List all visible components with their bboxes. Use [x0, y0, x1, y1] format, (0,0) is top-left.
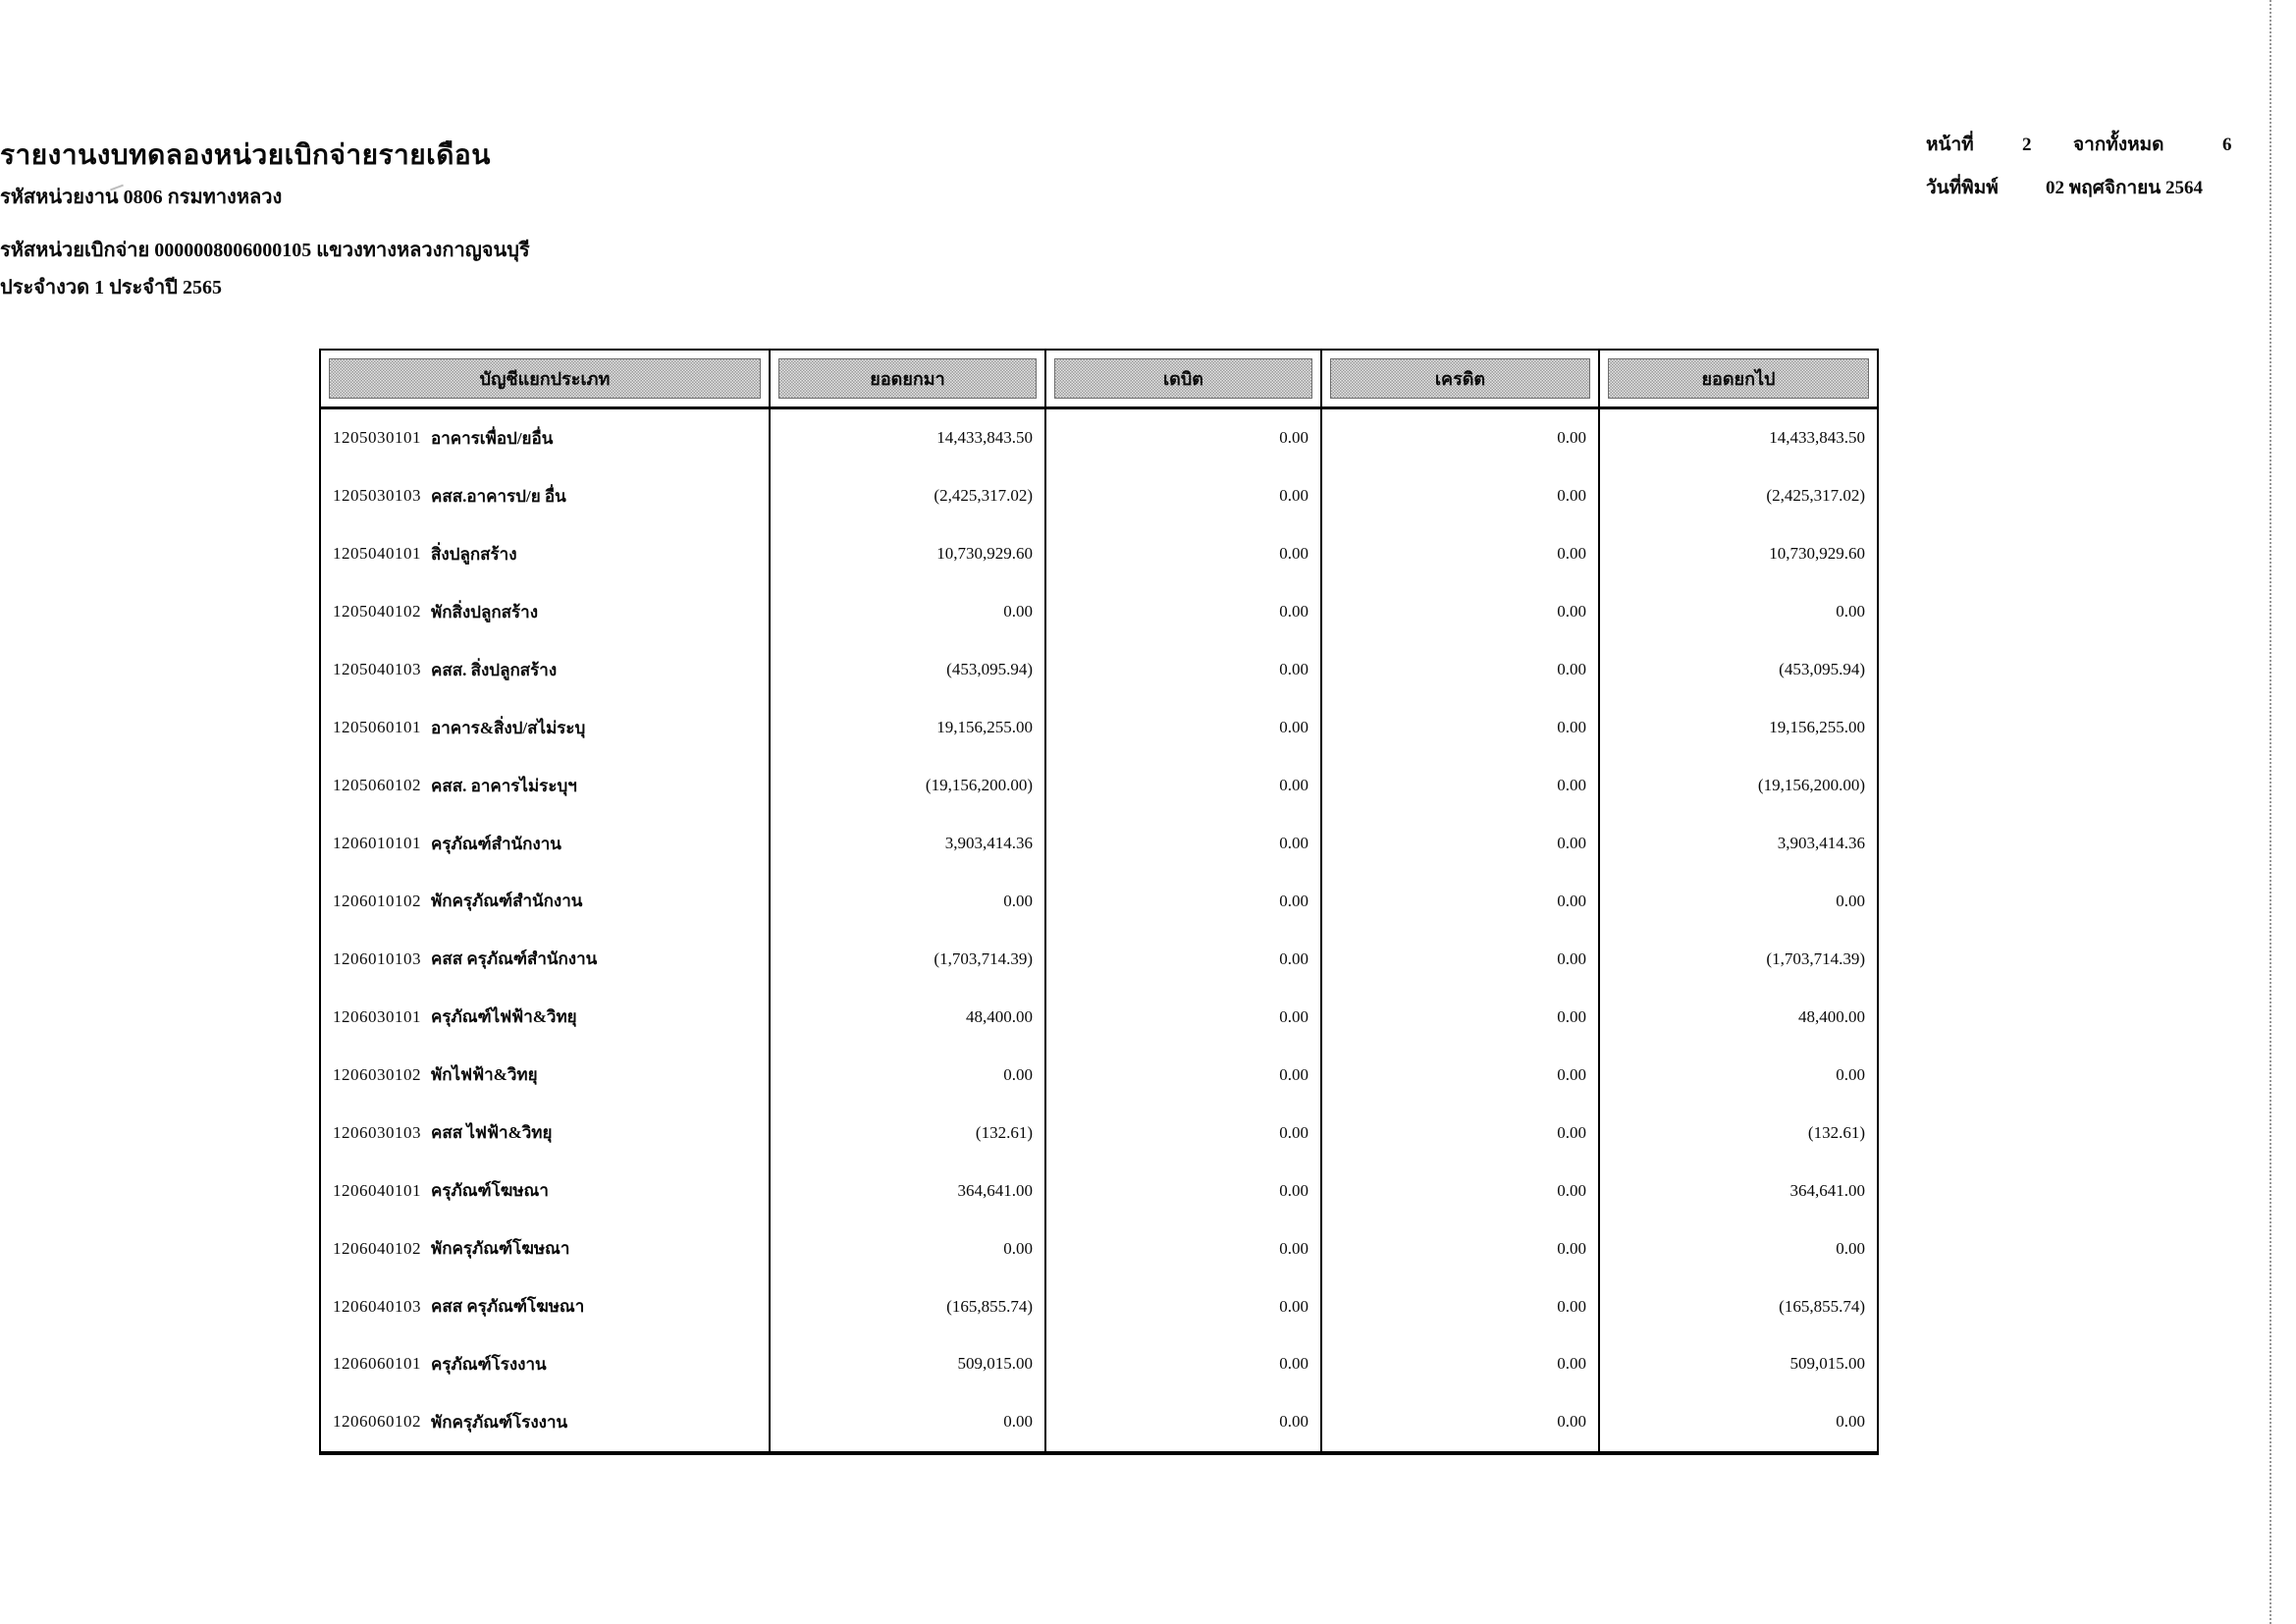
carry-forward-amount: (2,425,317.02) — [771, 467, 1046, 525]
account-code: 1205040102 — [333, 602, 421, 622]
debit-amount: 0.00 — [1046, 525, 1322, 583]
account-name: คสส ครุภัณฑ์โฆษณา — [431, 1297, 585, 1317]
account-name: ครุภัณฑ์สำนักงาน — [431, 834, 561, 853]
report-title: รายงานงบทดลองหน่วยเบิกจ่ายรายเดือน — [0, 140, 491, 171]
carry-over-amount: 364,641.00 — [1789, 1180, 1865, 1200]
page-number: 2 — [2022, 135, 2032, 155]
account-cell — [321, 1277, 771, 1335]
table-row — [321, 525, 1877, 583]
credit-amount: 0.00 — [1322, 1277, 1600, 1335]
account-code: 1205030101 — [333, 428, 421, 448]
table-row — [321, 699, 1877, 757]
account-code: 1206060101 — [333, 1354, 421, 1374]
account-cell — [321, 1046, 771, 1104]
column-header-account: บัญชีแยกประเภท — [329, 358, 761, 399]
carry-forward-amount: 0.00 — [771, 1219, 1046, 1277]
carry-over-amount: (19,156,200.00) — [1757, 776, 1865, 795]
account-cell — [321, 1104, 771, 1162]
column-header-debit: เดบิต — [1054, 358, 1312, 399]
carry-forward-amount: 19,156,255.00 — [771, 699, 1046, 757]
debit-amount: 0.00 — [1046, 757, 1322, 815]
carry-over-amount: (2,425,317.02) — [1766, 486, 1865, 506]
print-date: 02 พฤศจิกายน 2564 — [2046, 178, 2204, 198]
credit-amount: 0.00 — [1322, 930, 1600, 988]
account-cell — [321, 525, 771, 583]
page-number-line — [1926, 130, 2232, 159]
credit-amount: 0.00 — [1322, 1219, 1600, 1277]
trial-balance-table — [319, 349, 1879, 1455]
account-name: อาคารเพื่อป/ยอื่น — [431, 428, 554, 448]
credit-amount: 0.00 — [1322, 1046, 1600, 1104]
carry-forward-amount: (19,156,200.00) — [771, 757, 1046, 815]
account-name: พักไฟฟ้า&วิทยุ — [431, 1065, 538, 1085]
account-code: 1206010102 — [333, 891, 421, 910]
header-cell — [1046, 351, 1322, 406]
account-cell — [321, 1162, 771, 1219]
account-cell — [321, 930, 771, 988]
carry-forward-amount: (453,095.94) — [771, 641, 1046, 699]
account-cell — [321, 699, 771, 757]
header-cell — [1600, 351, 1877, 406]
account-cell — [321, 409, 771, 467]
account-cell — [321, 641, 771, 699]
account-name: พักครุภัณฑ์โฆษณา — [431, 1239, 570, 1259]
debit-amount: 0.00 — [1046, 1277, 1322, 1335]
account-code: 1205030103 — [333, 486, 421, 506]
credit-amount: 0.00 — [1322, 1393, 1600, 1451]
account-name: คสส. สิ่งปลูกสร้าง — [431, 660, 558, 679]
account-name: ครุภัณฑ์ไฟฟ้า&วิทยุ — [431, 1007, 577, 1027]
credit-amount: 0.00 — [1322, 525, 1600, 583]
carry-over-amount: (132.61) — [1807, 1122, 1865, 1142]
debit-amount: 0.00 — [1046, 873, 1322, 931]
print-date-label: วันที่พิมพ์ — [1926, 178, 1999, 198]
carry-forward-amount: 364,641.00 — [771, 1162, 1046, 1219]
account-code: 1205040103 — [333, 660, 421, 679]
table-row — [321, 583, 1877, 641]
account-code: 1206040102 — [333, 1238, 421, 1258]
credit-amount: 0.00 — [1322, 873, 1600, 931]
total-pages-label: จากทั้งหมด — [2073, 135, 2164, 155]
account-code: 1206030101 — [333, 1006, 421, 1026]
account-name: คสส. อาคารไม่ระบุฯ — [431, 776, 577, 795]
column-header-credit: เครดิต — [1330, 358, 1590, 399]
agency-code-line: รหัสหน่วยงาน 0806 กรมทางหลวง — [0, 187, 283, 208]
table-body — [321, 409, 1877, 1451]
page-info-block — [1926, 130, 2232, 216]
credit-amount: 0.00 — [1322, 641, 1600, 699]
account-cell — [321, 873, 771, 931]
debit-amount: 0.00 — [1046, 1219, 1322, 1277]
credit-amount: 0.00 — [1322, 757, 1600, 815]
carry-over-amount: (165,855.74) — [1779, 1296, 1865, 1316]
carry-over-amount: 14,433,843.50 — [1769, 428, 1865, 448]
account-cell — [321, 815, 771, 873]
carry-over-amount: (453,095.94) — [1779, 660, 1865, 679]
debit-amount: 0.00 — [1046, 1335, 1322, 1393]
account-name: อาคาร&สิ่งป/สไม่ระบุ — [431, 718, 586, 737]
debit-amount: 0.00 — [1046, 699, 1322, 757]
account-code: 1205040101 — [333, 544, 421, 564]
page-label: หน้าที่ — [1926, 135, 1974, 155]
account-cell — [321, 467, 771, 525]
credit-amount: 0.00 — [1322, 1104, 1600, 1162]
account-code: 1206040103 — [333, 1296, 421, 1316]
carry-over-amount: 0.00 — [1836, 1238, 1865, 1258]
debit-amount: 0.00 — [1046, 1046, 1322, 1104]
account-cell — [321, 583, 771, 641]
debit-amount: 0.00 — [1046, 583, 1322, 641]
carry-over-amount: 509,015.00 — [1789, 1354, 1865, 1374]
account-code: 1206030102 — [333, 1064, 421, 1084]
credit-amount: 0.00 — [1322, 699, 1600, 757]
debit-amount: 0.00 — [1046, 988, 1322, 1046]
column-header-carry-over: ยอดยกไป — [1608, 358, 1869, 399]
carry-forward-amount: 0.00 — [771, 583, 1046, 641]
credit-amount: 0.00 — [1322, 815, 1600, 873]
table-row — [321, 1219, 1877, 1277]
credit-amount: 0.00 — [1322, 583, 1600, 641]
carry-over-amount: 0.00 — [1836, 1412, 1865, 1432]
account-cell — [321, 1393, 771, 1451]
account-cell — [321, 1219, 771, 1277]
account-cell — [321, 757, 771, 815]
debit-amount: 0.00 — [1046, 641, 1322, 699]
table-row — [321, 815, 1877, 873]
carry-forward-amount: (1,703,714.39) — [771, 930, 1046, 988]
carry-over-amount: 0.00 — [1836, 602, 1865, 622]
account-code: 1206030103 — [333, 1122, 421, 1142]
account-name: คสส ครุภัณฑ์สำนักงาน — [431, 949, 598, 969]
table-row — [321, 1104, 1877, 1162]
table-row — [321, 930, 1877, 988]
column-header-carry-forward: ยอดยกมา — [778, 358, 1037, 399]
table-header-row — [321, 351, 1877, 409]
debit-amount: 0.00 — [1046, 930, 1322, 988]
debit-amount: 0.00 — [1046, 467, 1322, 525]
carry-over-amount: 10,730,929.60 — [1769, 544, 1865, 564]
carry-over-amount: (1,703,714.39) — [1766, 948, 1865, 968]
carry-over-amount: 3,903,414.36 — [1777, 834, 1865, 853]
table-row — [321, 988, 1877, 1046]
account-code: 1206040101 — [333, 1180, 421, 1200]
table-row — [321, 1277, 1877, 1335]
debit-amount: 0.00 — [1046, 815, 1322, 873]
account-code: 1206060102 — [333, 1412, 421, 1432]
credit-amount: 0.00 — [1322, 1335, 1600, 1393]
carry-forward-amount: 0.00 — [771, 1046, 1046, 1104]
account-cell — [321, 1335, 771, 1393]
total-pages: 6 — [2222, 135, 2232, 155]
credit-amount: 0.00 — [1322, 409, 1600, 467]
carry-forward-amount: 0.00 — [771, 873, 1046, 931]
account-name: พักครุภัณฑ์สำนักงาน — [431, 892, 583, 911]
debit-amount: 0.00 — [1046, 1393, 1322, 1451]
carry-forward-amount: 10,730,929.60 — [771, 525, 1046, 583]
carry-forward-amount: 48,400.00 — [771, 988, 1046, 1046]
header-cell — [771, 351, 1046, 406]
carry-over-amount: 19,156,255.00 — [1769, 718, 1865, 737]
carry-forward-amount: 0.00 — [771, 1393, 1046, 1451]
carry-over-amount: 0.00 — [1836, 891, 1865, 910]
table-row — [321, 409, 1877, 467]
account-name: สิ่งปลูกสร้าง — [431, 544, 517, 564]
period-line: ประจำงวด 1 ประจำปี 2565 — [0, 277, 222, 298]
table-row — [321, 641, 1877, 699]
account-code: 1206010101 — [333, 834, 421, 853]
carry-forward-amount: 3,903,414.36 — [771, 815, 1046, 873]
table-row — [321, 1335, 1877, 1393]
credit-amount: 0.00 — [1322, 467, 1600, 525]
carry-forward-amount: (165,855.74) — [771, 1277, 1046, 1335]
table-row — [321, 1046, 1877, 1104]
account-name: ครุภัณฑ์โฆษณา — [431, 1181, 549, 1201]
carry-forward-amount: 14,433,843.50 — [771, 409, 1046, 467]
account-code: 1206010103 — [333, 948, 421, 968]
carry-over-amount: 0.00 — [1836, 1064, 1865, 1084]
table-row — [321, 1162, 1877, 1219]
table-row — [321, 467, 1877, 525]
header-cell — [321, 351, 771, 406]
carry-forward-amount: 509,015.00 — [771, 1335, 1046, 1393]
carry-forward-amount: (132.61) — [771, 1104, 1046, 1162]
carry-over-amount: 48,400.00 — [1798, 1006, 1865, 1026]
account-code: 1205060101 — [333, 718, 421, 737]
account-name: ครุภัณฑ์โรงงาน — [431, 1354, 547, 1374]
header-cell — [1322, 351, 1600, 406]
account-code: 1205060102 — [333, 776, 421, 795]
table-row — [321, 873, 1877, 931]
debit-amount: 0.00 — [1046, 409, 1322, 467]
account-name: คสส.อาคารป/ย อื่น — [431, 486, 566, 506]
debit-amount: 0.00 — [1046, 1162, 1322, 1219]
account-name: พักครุภัณฑ์โรงงาน — [431, 1412, 568, 1432]
account-cell — [321, 988, 771, 1046]
scan-edge-artifact — [2269, 0, 2271, 1624]
table-row — [321, 757, 1877, 815]
account-name: คสส ไฟฟ้า&วิทยุ — [431, 1123, 553, 1143]
credit-amount: 0.00 — [1322, 988, 1600, 1046]
print-date-line — [1926, 173, 2232, 202]
disbursing-unit-line: รหัสหน่วยเบิกจ่าย 0000008006000105 แขวงทางหลวงกาญจนบุรี — [0, 240, 530, 261]
debit-amount: 0.00 — [1046, 1104, 1322, 1162]
credit-amount: 0.00 — [1322, 1162, 1600, 1219]
account-name: พักสิ่งปลูกสร้าง — [431, 602, 539, 622]
table-row — [321, 1393, 1877, 1451]
